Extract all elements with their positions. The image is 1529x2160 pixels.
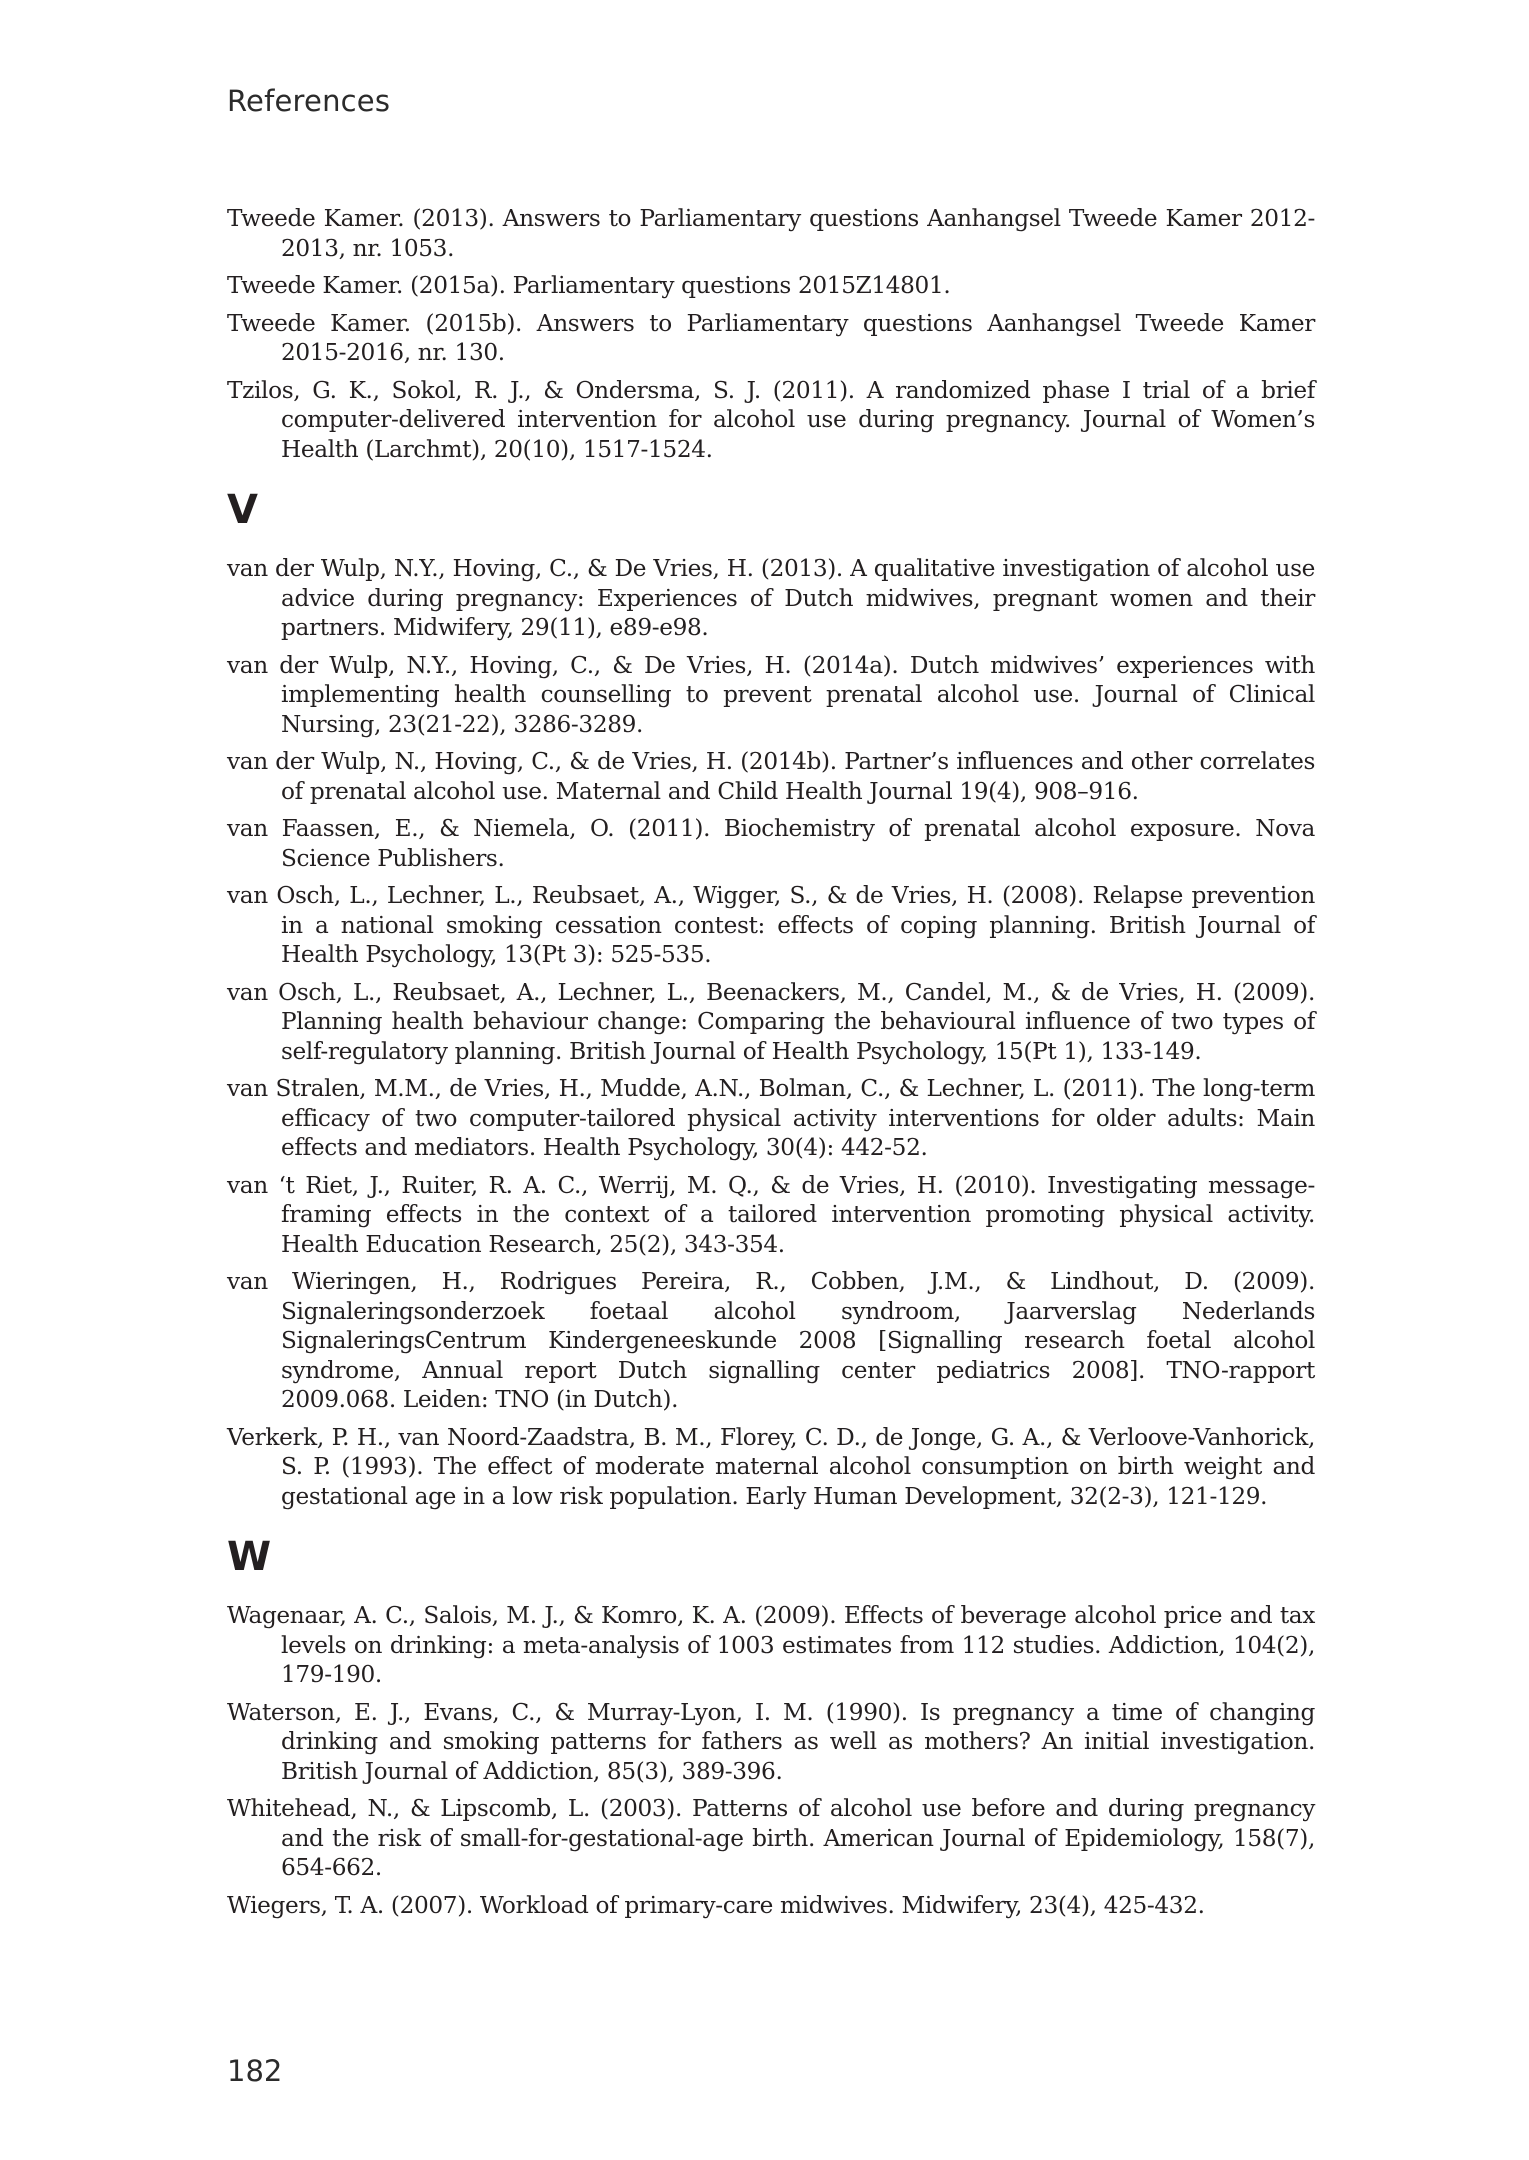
reference-entry: van Osch, L., Lechner, L., Reubsaet, A., Wigger, S., & de Vries, H. (2008). Relapse prevention in a national smoking cessation contest: effects of coping planning. British Journal of Health Psychology, 13(Pt 3): 525-535. <box>227 882 1315 968</box>
reference-entry: van der Wulp, N.Y., Hoving, C., & De Vries, H. (2013). A qualitative investigation of alcohol use advice during pregnancy: Experiences of Dutch midwives, pregnant women and their partners. Midwifery, 29(11), e89-e98. <box>227 555 1315 641</box>
reference-group-w <box>227 1533 1315 1920</box>
reference-entry: van ‘t Riet, J., Ruiter, R. A. C., Werrij, M. Q., & de Vries, H. (2010). Investigating message-framing effects in the context of a tailored intervention promoting physical activity. Health Education Research, 25(2), 343-354. <box>227 1171 1315 1258</box>
section-heading-v: V <box>227 487 258 533</box>
reference-entry: van Wieringen, H., Rodrigues Pereira, R., Cobben, J.M., & Lindhout, D. (2009). Signaleringsonderzoek foetaal alcohol syndroom, Jaarverslag Nederlands SignaleringsCentrum Kindergeneeskunde 2008 [Signalling research foetal alcohol syndrome, Annual report Dutch signalling center pediatrics 2008]. TNO-rapport 2009.068. Leiden: TNO (in Dutch). <box>227 1268 1315 1413</box>
reference-entry: van Stralen, M.M., de Vries, H., Mudde, A.N., Bolman, C., & Lechner, L. (2011). The long-term efficacy of two computer-tailored physical activity interventions for older adults: Main effects and mediators. Health Psychology, 30(4): 442-52. <box>227 1075 1315 1161</box>
reference-entry: Tweede Kamer. (2013). Answers to Parliamentary questions Aanhangsel Tweede Kamer 2012-2013, nr. 1053. <box>227 205 1315 262</box>
reference-group-t <box>227 204 1315 464</box>
section-heading-w: W <box>227 1534 272 1580</box>
reference-entry: Waterson, E. J., Evans, C., & Murray-Lyon, I. M. (1990). Is pregnancy a time of changing drinking and smoking patterns for fathers as well as mothers? An initial investigation. British Journal of Addiction, 85(3), 389-396. <box>227 1698 1315 1785</box>
reference-entry: van der Wulp, N., Hoving, C., & de Vries, H. (2014b). Partner’s influences and other correlates of prenatal alcohol use. Maternal and Child Health Journal 19(4), 908–916. <box>227 748 1315 805</box>
reference-entry: Wagenaar, A. C., Salois, M. J., & Komro, K. A. (2009). Effects of beverage alcohol price and tax levels on drinking: a meta-analysis of 1003 estimates from 112 studies. Addiction, 104(2), 179-190. <box>227 1602 1315 1688</box>
reference-entry: Verkerk, P. H., van Noord-Zaadstra, B. M., Florey, C. D., de Jonge, G. A., & Verloove-Vanhorick, S. P. (1993). The effect of moderate maternal alcohol consumption on birth weight and gestational age in a low risk population. Early Human Development, 32(2-3), 121-129. <box>227 1423 1315 1510</box>
reference-entry: Wiegers, T. A. (2007). Workload of primary-care midwives. Midwifery, 23(4), 425-432. <box>227 1891 1205 1919</box>
running-header: References <box>227 84 391 118</box>
reference-list <box>227 204 1315 1928</box>
reference-entry: van Faassen, E., & Niemela, O. (2011). Biochemistry of prenatal alcohol exposure. Nova Science Publishers. <box>227 815 1315 872</box>
reference-entry: Tweede Kamer. (2015b). Answers to Parliamentary questions Aanhangsel Tweede Kamer 2015-2016, nr. 130. <box>227 309 1315 366</box>
reference-entry: van Osch, L., Reubsaet, A., Lechner, L., Beenackers, M., Candel, M., & de Vries, H. (2009). Planning health behaviour change: Comparing the behavioural influence of two types of self-regulatory planning. British Journal of Health Psychology, 15(Pt 1), 133-149. <box>227 978 1315 1065</box>
reference-entry: Tweede Kamer. (2015a). Parliamentary questions 2015Z14801. <box>227 272 951 299</box>
reference-entry: Whitehead, N., & Lipscomb, L. (2003). Patterns of alcohol use before and during pregnancy and the risk of small-for-gestational-age birth. American Journal of Epidemiology, 158(7), 654-662. <box>227 1795 1315 1881</box>
reference-group-v <box>227 486 1315 1511</box>
page-number: 182 <box>227 2054 283 2088</box>
reference-entry: Tzilos, G. K., Sokol, R. J., & Ondersma, S. J. (2011). A randomized phase I trial of a brief computer-delivered intervention for alcohol use during pregnancy. Journal of Women’s Health (Larchmt), 20(10), 1517-1524. <box>227 376 1315 463</box>
reference-entry: van der Wulp, N.Y., Hoving, C., & De Vries, H. (2014a). Dutch midwives’ experiences with implementing health counselling to prevent prenatal alcohol use. Journal of Clinical Nursing, 23(21-22), 3286-3289. <box>227 651 1315 738</box>
